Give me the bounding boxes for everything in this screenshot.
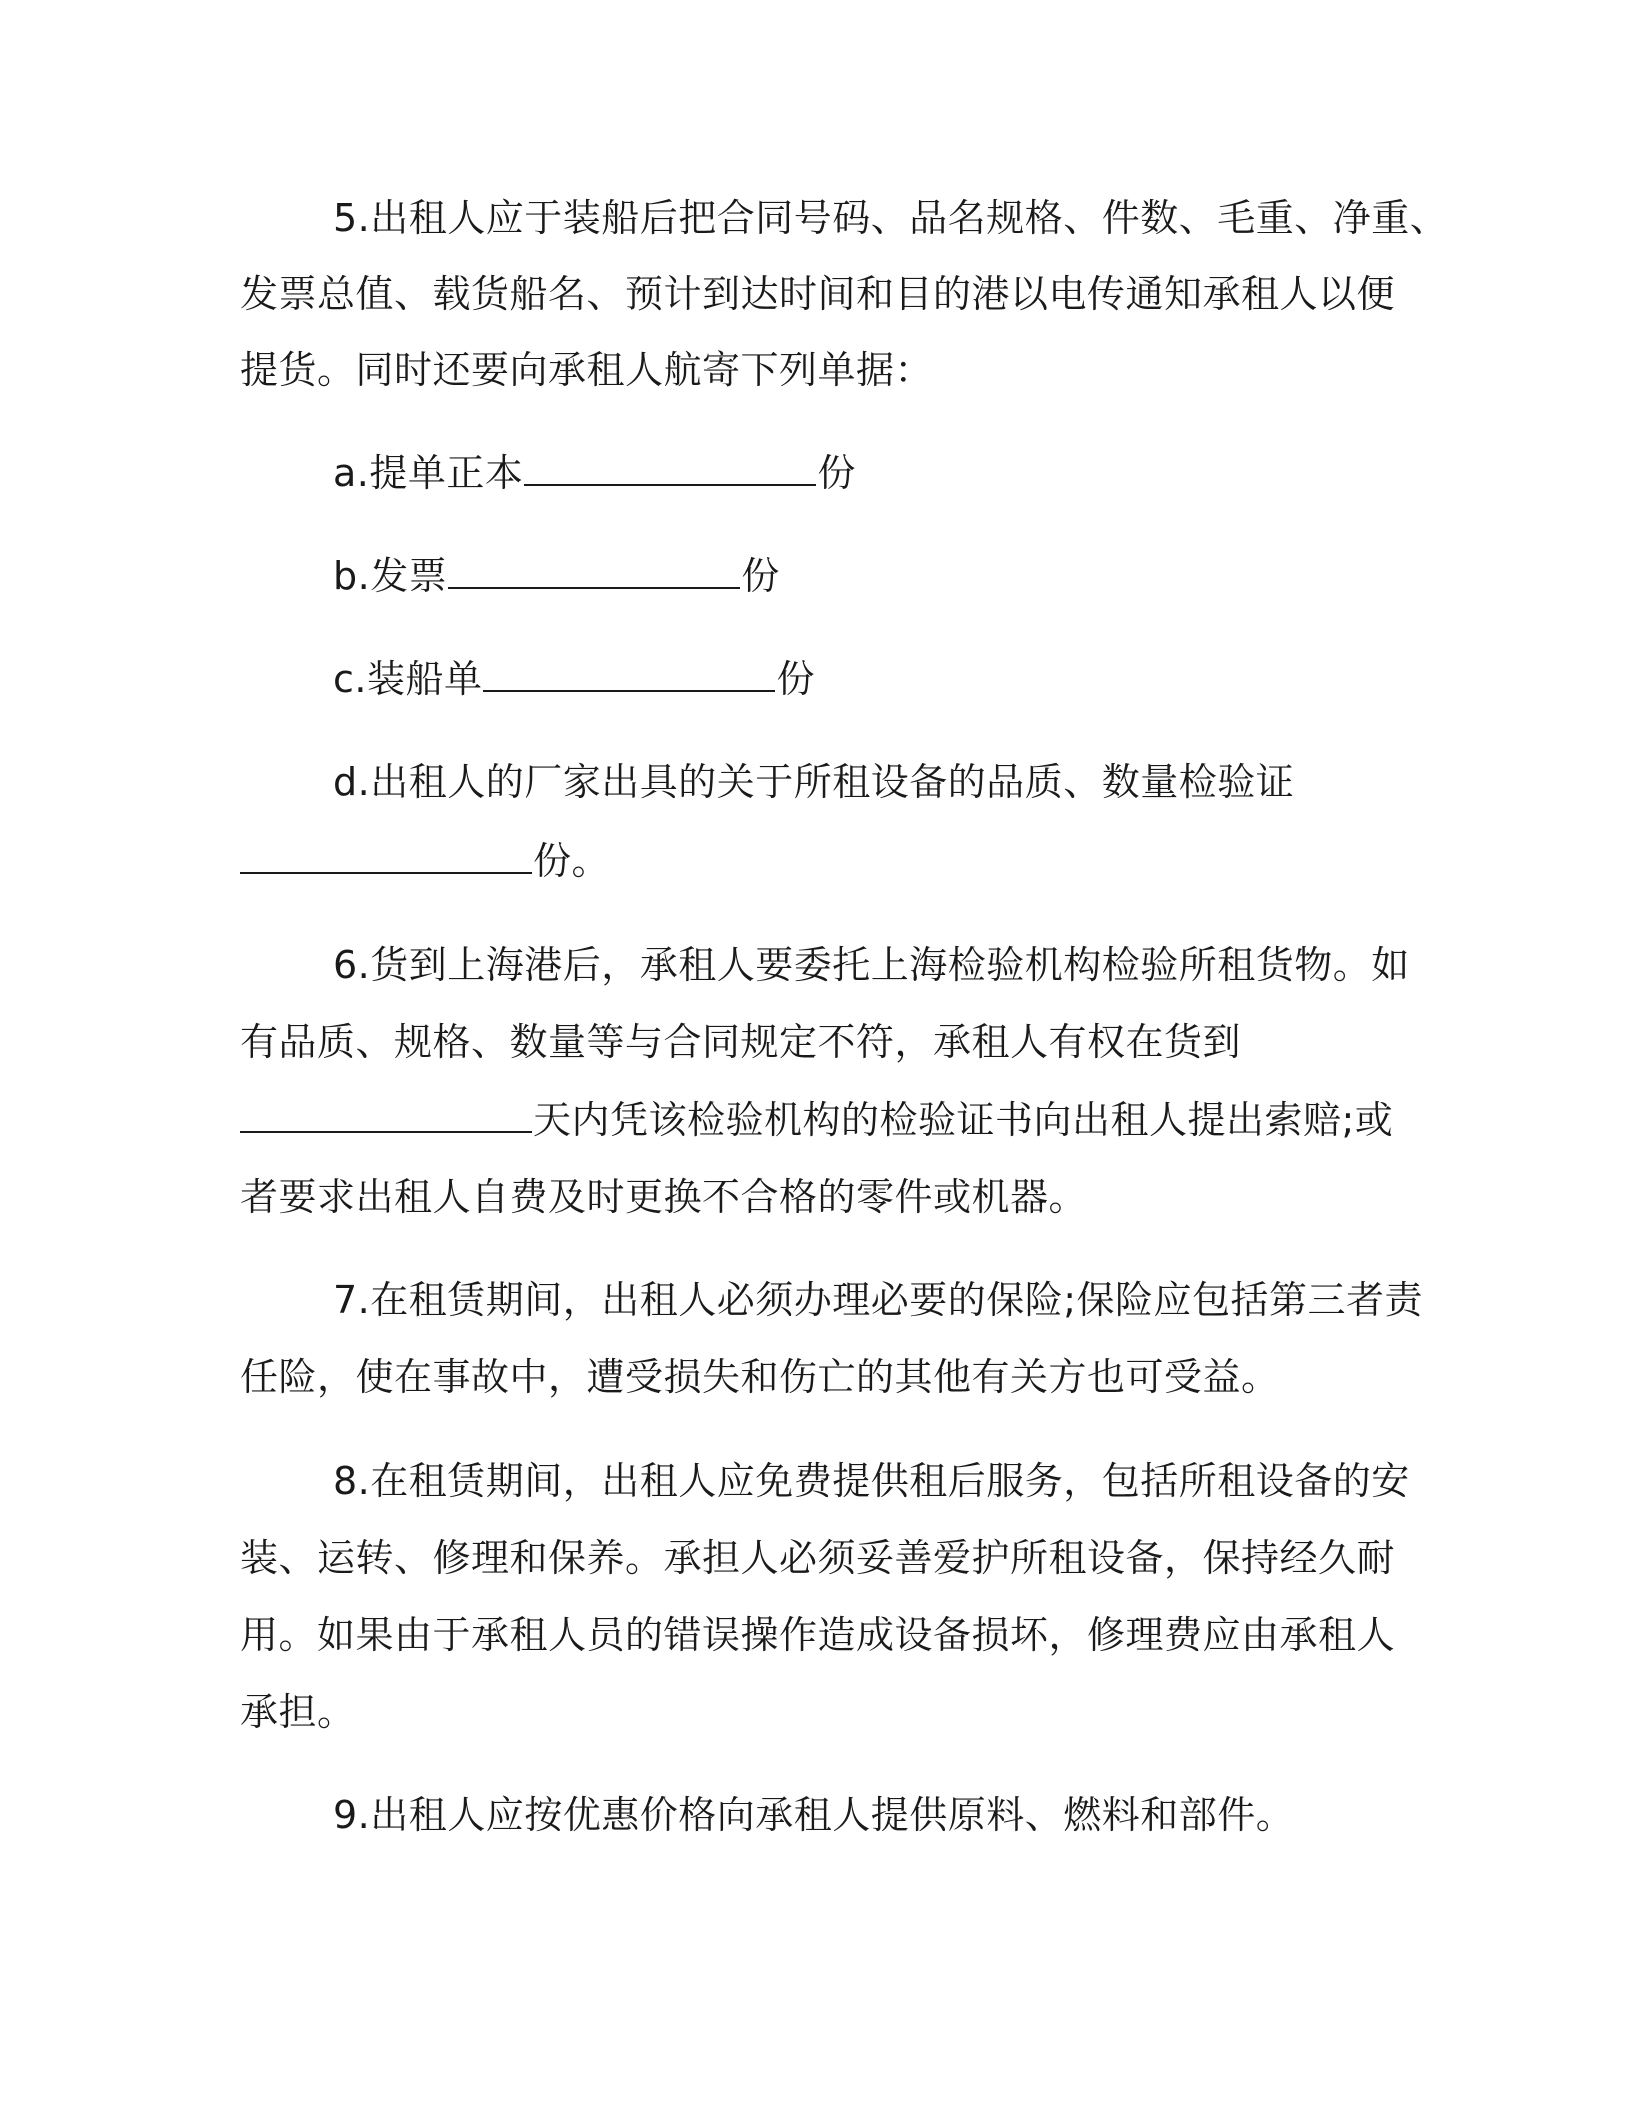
- item8-line3: 用。如果由于承租人员的错误操作造成设备损坏，修理费应由承租人: [240, 1613, 1396, 1657]
- item5-line2: 发票总值、载货船名、预计到达时间和目的港以电传通知承租人以便: [240, 272, 1396, 316]
- item8-line2: 装、运转、修理和保养。承担人必须妥善爱护所租设备，保持经久耐: [240, 1536, 1396, 1580]
- doc-d-suffix: 份。: [533, 839, 611, 883]
- item6-line1: 6.货到上海港后，承租人要委托上海检验机构检验所租货物。如: [333, 943, 1410, 987]
- item6-line4: 者要求出租人自费及时更换不合格的零件或机器。: [240, 1175, 1088, 1219]
- doc-a-blank[interactable]: [524, 456, 816, 486]
- item8-line1: 8.在租赁期间，出租人应免费提供租后服务，包括所租设备的安: [333, 1459, 1410, 1503]
- doc-b-label: b.发票: [333, 554, 448, 598]
- doc-a-suffix: 份: [817, 451, 856, 495]
- doc-a-line: [333, 450, 856, 496]
- doc-d-line1: d.出租人的厂家出具的关于所租设备的品质、数量检验证: [333, 760, 1295, 804]
- item6-line2: 有品质、规格、数量等与合同规定不符，承租人有权在货到: [240, 1020, 1242, 1064]
- doc-d-line2: [240, 838, 610, 884]
- item7-line2: 任险，使在事故中，遭受损失和伤亡的其他有关方也可受益。: [240, 1355, 1280, 1399]
- item5-line3: 提货。同时还要向承租人航寄下列单据：: [240, 348, 934, 392]
- doc-d-blank[interactable]: [240, 844, 532, 874]
- doc-b-line: [333, 553, 780, 599]
- doc-c-label: c.装船单: [333, 657, 483, 701]
- doc-a-label: a.提单正本: [333, 451, 524, 495]
- doc-c-suffix: 份: [776, 657, 815, 701]
- doc-c-line: [333, 656, 815, 702]
- item8-line4: 承担。: [240, 1690, 356, 1734]
- item5-line1: 5.出租人应于装船后把合同号码、品名规格、件数、毛重、净重、: [333, 196, 1449, 240]
- doc-c-blank[interactable]: [483, 662, 775, 692]
- item9-line1: 9.出租人应按优惠价格向承租人提供原料、燃料和部件。: [333, 1793, 1295, 1837]
- doc-b-suffix: 份: [741, 554, 780, 598]
- item6-days-blank[interactable]: [240, 1103, 532, 1133]
- item6-line3-text: 天内凭该检验机构的检验证书向出租人提出索赔;或: [533, 1098, 1394, 1142]
- item6-line3: [240, 1097, 1393, 1143]
- doc-b-blank[interactable]: [448, 559, 740, 589]
- item7-line1: 7.在租赁期间，出租人必须办理必要的保险;保险应包括第三者责: [333, 1278, 1424, 1322]
